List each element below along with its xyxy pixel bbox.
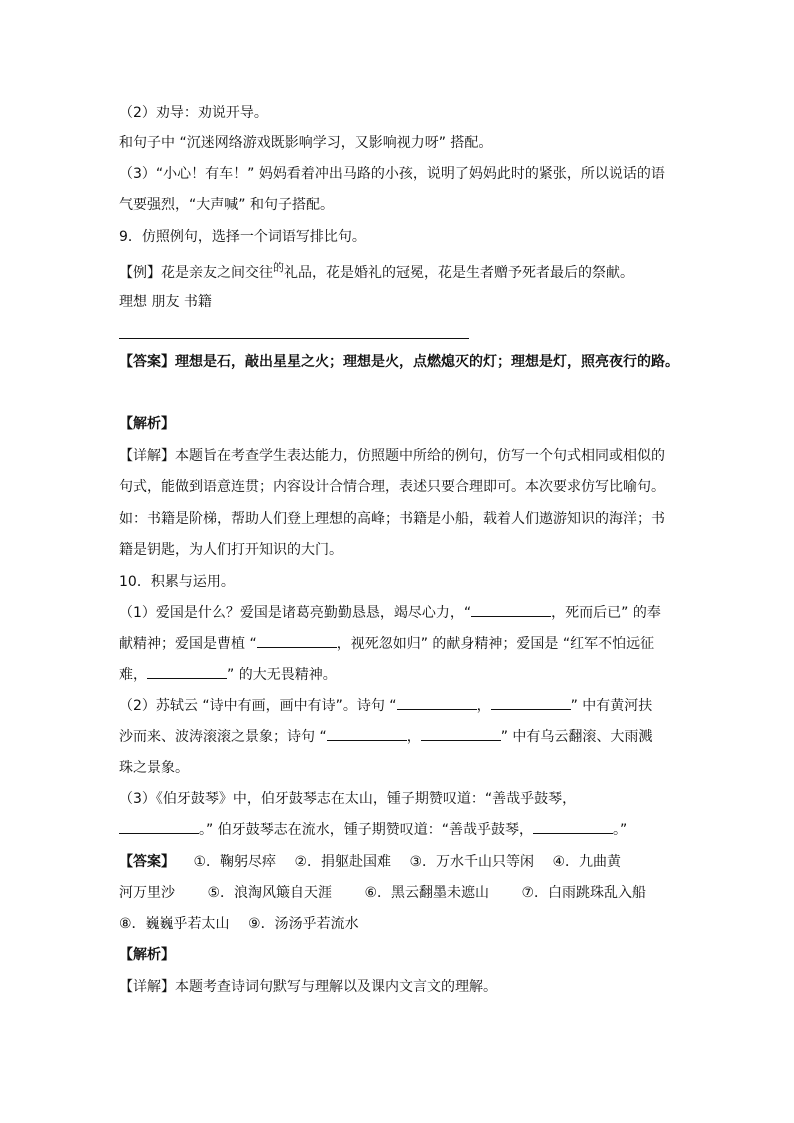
- question-text: ，死而后已” 的奉: [551, 605, 661, 621]
- question-text: 难，: [119, 667, 147, 683]
- fill-blank: [491, 696, 571, 710]
- question-line: [119, 665, 337, 685]
- text-line: 气要强烈，“大声喊” 和句子搭配。: [119, 197, 334, 213]
- answer-label: 【答案】: [119, 854, 175, 870]
- question-line: [119, 727, 652, 747]
- answer-item: ④．九曲黄: [552, 854, 622, 870]
- question-line: 珠之景象。: [119, 760, 189, 776]
- answer-item: ⑨．汤汤乎若流水: [248, 916, 359, 932]
- example-text-part1: 【例】花是亲友之间交往: [119, 265, 273, 281]
- question-text: ” 的大无畏精神。: [227, 667, 337, 683]
- answer-item: ②．捐躯赴国难: [294, 854, 392, 870]
- answer-blank-line: [119, 338, 469, 339]
- fill-blank: [397, 696, 477, 710]
- question-line: （3）《伯牙鼓琴》中，伯牙鼓琴志在太山，锺子期赞叹道：“善哉乎鼓琴，: [119, 791, 577, 807]
- question-line: [119, 820, 627, 840]
- question-text: ” 中有黄河扶: [570, 698, 653, 714]
- fill-blank: [147, 665, 227, 679]
- answer-item: ⑧．巍巍乎若太山: [119, 916, 230, 932]
- question-line: [119, 603, 661, 623]
- analysis-label: 【解析】: [119, 416, 175, 432]
- question-text: ，视死忽如归” 的献身精神；爱国是 “红军不怕远征: [336, 636, 655, 652]
- explanation-line: 【详解】本题旨在考查学生表达能力，仿照题中所给的例句，仿写一个句式相同或相似的: [119, 448, 665, 464]
- explanation-line: 句式，能做到语意连贯；内容设计合情合理，表述只要合理即可。本次要求仿写比喻句。: [119, 479, 665, 495]
- answer-10-line: [119, 852, 621, 872]
- question-text: ，: [406, 729, 421, 745]
- question-text: 。” 伯牙鼓琴志在流水，锺子期赞叹道：“善哉乎鼓琴，: [199, 822, 533, 838]
- question-text: 沙而来、波涛滚滚之景象；诗句 “: [119, 729, 327, 745]
- answer-item: ③．万水千山只等闲: [409, 854, 535, 870]
- answer-10-line: [119, 883, 646, 903]
- question-text: （1）爱国是什么？爱国是诸葛亮勤勤恳恳，竭尽心力，“: [119, 605, 472, 621]
- fill-blank: [327, 727, 407, 741]
- answer-item: ⑥．黑云翻墨未遮山: [364, 885, 490, 901]
- fill-blank: [471, 603, 551, 617]
- fill-blank: [119, 820, 199, 834]
- answer-item: 河万里沙: [119, 885, 175, 901]
- fill-blank: [257, 634, 337, 648]
- fill-blank: [533, 820, 613, 834]
- question-line: [119, 634, 654, 654]
- question-line: [119, 696, 652, 716]
- word-choices: 理想 朋友 书籍: [119, 294, 212, 310]
- answer-item: ①．鞠躬尽瘁: [193, 854, 277, 870]
- fill-blank: [421, 727, 501, 741]
- text-line: （3）“小心！有车！” 妈妈看着冲出马路的小孩，说明了妈妈此时的紧张，所以说话的语: [119, 166, 665, 182]
- question-9-heading: 9．仿照例句，选择一个词语写排比句。: [119, 229, 366, 245]
- question-text: ” 中有乌云翻滚、大雨溅: [500, 729, 653, 745]
- example-superscript: 的: [273, 261, 284, 274]
- explanation-line: 如：书籍是阶梯，帮助人们登上理想的高峰；书籍是小船，载着人们遨游知识的海洋；书: [119, 511, 665, 527]
- example-sentence: [119, 263, 634, 284]
- analysis-label: 【解析】: [119, 947, 175, 963]
- text-line: （2）劝导：劝说开导。: [119, 105, 268, 121]
- explanation-line: 籍是钥匙，为人们打开知识的大门。: [119, 542, 343, 558]
- question-text: 献精神；爱国是曹植 “: [119, 636, 257, 652]
- example-text-part2: 礼品，花是婚礼的冠冕，花是生者赠予死者最后的祭献。: [284, 265, 634, 281]
- question-text: ，: [476, 698, 491, 714]
- answer-10-line: [119, 914, 359, 934]
- explanation-line: 【详解】本题考查诗词句默写与理解以及课内文言文的理解。: [119, 979, 497, 995]
- answer-item: ⑤．浪淘风簸自天涯: [207, 885, 333, 901]
- question-text: 。”: [612, 822, 628, 838]
- answer-item: ⑦．白雨跳珠乱入船: [521, 885, 647, 901]
- answer-9: 【答案】理想是石，敲出星星之火；理想是火，点燃熄灭的灯；理想是灯，照亮夜行的路。: [119, 354, 679, 370]
- question-text: （2）苏轼云 “诗中有画，画中有诗”。诗句 “: [119, 698, 397, 714]
- question-10-heading: 10．积累与运用。: [119, 574, 235, 590]
- text-line: 和句子中 “沉迷网络游戏既影响学习，又影响视力呀” 搭配。: [119, 135, 493, 151]
